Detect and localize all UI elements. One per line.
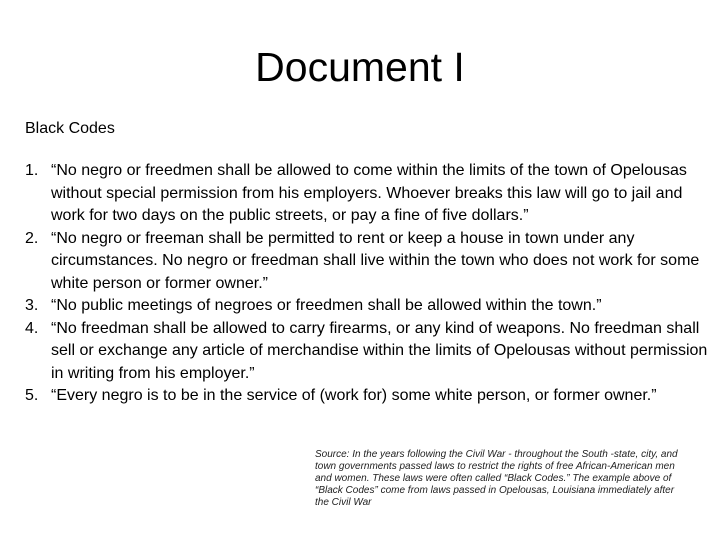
list-item-number: 4. <box>25 319 39 337</box>
list-item <box>25 385 715 408</box>
list-item-text: “No negro or freeman shall be permitted to rent or keep a house in town under any circumstances. No negro or freedman shall live within the town who does not work for some white person or former owner.” <box>51 229 700 292</box>
list-item-number: 2. <box>25 229 39 247</box>
source-note: Source: In the years following the Civil War - throughout the South -state, city, and town governments passed laws to restrict the rights of free African-American men and women. These laws were often called “Black Codes.” The example above of “Black Codes” come from laws passed in Opelousas, Louisiana immediately after the Civil War <box>315 449 678 508</box>
list-item-text: “Every negro is to be in the service of (work for) some white person, or former owner.” <box>51 387 657 404</box>
list-item-text: “No freedman shall be allowed to carry firearms, or any kind of weapons. No freedman shall sell or exchange any article of merchandise within the limits of Opelousas without permission in writing from his employer.” <box>51 319 708 382</box>
list-item <box>25 318 715 386</box>
list-item-number: 1. <box>25 162 39 179</box>
list-item-number: 5. <box>25 387 39 404</box>
black-codes-list <box>25 160 715 408</box>
list-item-text: “No public meetings of negroes or freedmen shall be allowed within the town.” <box>51 297 602 314</box>
list-item <box>25 160 715 228</box>
list-item <box>25 228 715 296</box>
list-item-text: “No negro or freedmen shall be allowed to come within the limits of the town of Opelousas without special permission from his employers. Whoever breaks this law will go to jail and work for two days on the public streets, or pay a fine of five dollars.” <box>51 162 687 224</box>
list-item <box>25 295 715 318</box>
document-title: Document I <box>255 44 465 90</box>
document-subtitle: Black Codes <box>25 120 115 137</box>
list-item-number: 3. <box>25 297 39 314</box>
